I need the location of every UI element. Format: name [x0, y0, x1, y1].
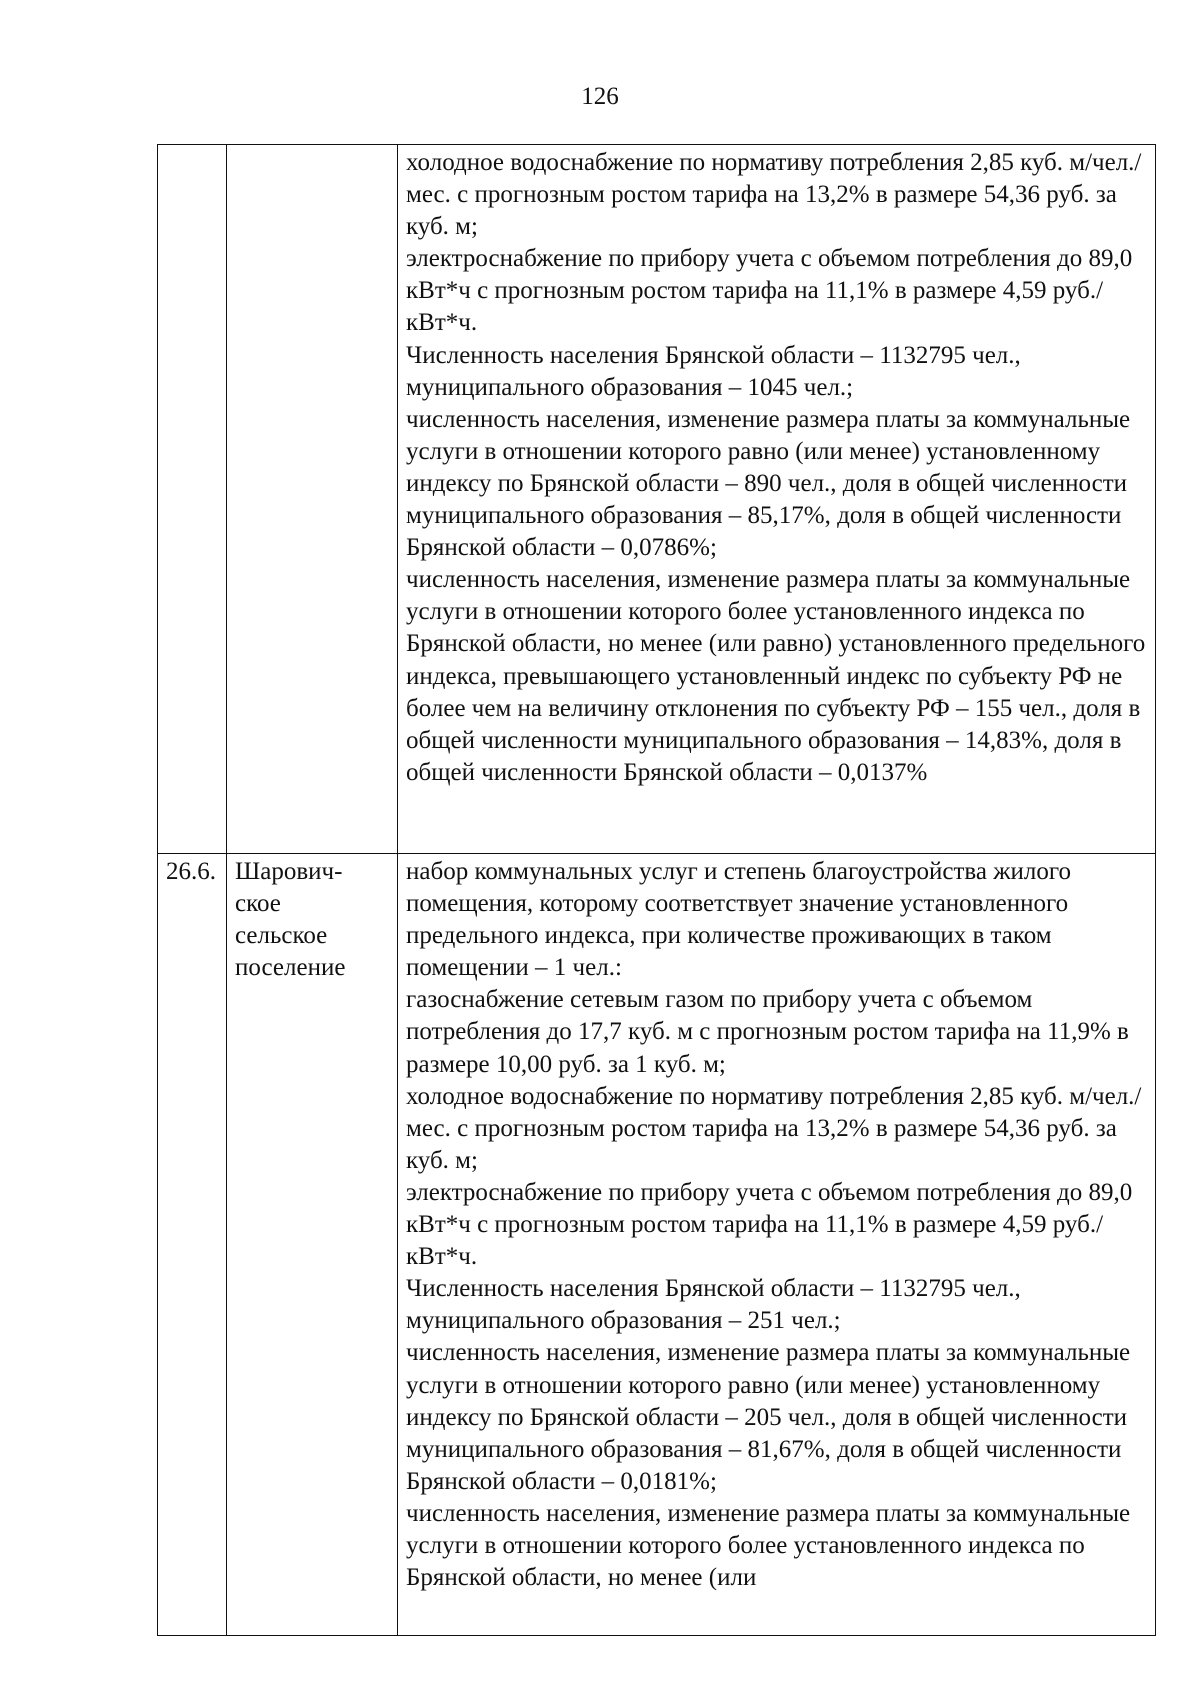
- settlement-name-line: поселение: [235, 954, 346, 982]
- settlement-name-line: ское: [235, 890, 281, 918]
- paragraph: численность населения, изменение размера платы за коммунальные услуги в отношении которого равно (или менее) установленному индексу по Брянской области – 205 чел., доля в общей численности муниципального образования – 81,67%, доля в общей численности Брянской области – 0,0181%;: [406, 1339, 1131, 1495]
- table-row: [158, 145, 1156, 854]
- paragraph: холодное водоснабжение по нормативу потребления 2,85 куб. м/чел./мес. с прогнозным ростом тарифа на 13,2% в размере 54,36 руб. за куб. м;: [406, 149, 1142, 241]
- row-number-cell: 26.6.: [158, 854, 227, 1636]
- paragraph: электроснабжение по прибору учета с объемом потребления до 89,0 кВт*ч с прогнозным ростом тарифа на 11,1% в размере 4,59 руб./кВт*ч.: [406, 1178, 1133, 1271]
- row-number-cell: [158, 145, 227, 854]
- row-description-cell: [398, 854, 1156, 1636]
- document-table: [157, 144, 1156, 1636]
- paragraph: холодное водоснабжение по нормативу потребления 2,85 куб. м/чел./мес. с прогнозным ростом тарифа на 13,2% в размере 54,36 руб. за куб. м;: [406, 1082, 1142, 1174]
- paragraph: численность населения, изменение размера платы за коммунальные услуги в отношении которого более установленного индекса по Брянской области, но менее (или равно) установленного предельного индекса, превышающего установленный индекс по субъекту РФ не более чем на величину отклонения по субъекту РФ – 155 чел., доля в общей численности муниципального образования – 14,83%, доля в общей численности Брянской области – 0,0137%: [406, 566, 1146, 786]
- settlement-name-cell: [227, 145, 398, 854]
- paragraph: численность населения, изменение размера платы за коммунальные услуги в отношении которого равно (или менее) установленному индексу по Брянской области – 890 чел., доля в общей численности муниципального образования – 85,17%, доля в общей численности Брянской области – 0,0786%;: [406, 405, 1131, 562]
- paragraph: численность населения, изменение размера платы за коммунальные услуги в отношении которого более установленного индекса по Брянской области, но менее (или: [406, 1499, 1131, 1592]
- settlement-name-line: Шарович-: [235, 858, 343, 885]
- paragraph: электроснабжение по прибору учета с объемом потребления до 89,0 кВт*ч с прогнозным ростом тарифа на 11,1% в размере 4,59 руб./кВт*ч.: [406, 245, 1133, 337]
- table-row: [158, 854, 1156, 1636]
- paragraph: Численность населения Брянской области – 1132795 чел., муниципального образования – 251 чел.;: [406, 1275, 1021, 1335]
- paragraph: Численность населения Брянской области – 1132795 чел., муниципального образования – 1045 чел.;: [406, 341, 1021, 401]
- settlement-name-line: сельское: [235, 922, 328, 950]
- paragraph: газоснабжение сетевым газом по прибору учета с объемом потребления до 17,7 куб. м с прогнозным ростом тарифа на 11,9% в размере 10,00 руб. за 1 куб. м;: [406, 986, 1129, 1078]
- paragraph: набор коммунальных услуг и степень благоустройства жилого помещения, которому соответствует значение установленного предельного индекса, при количестве проживающих в таком помещении – 1 чел.:: [406, 858, 1071, 982]
- row-description-cell: [398, 145, 1156, 854]
- settlement-name-cell: [227, 854, 398, 1636]
- page-number: 126: [581, 83, 619, 110]
